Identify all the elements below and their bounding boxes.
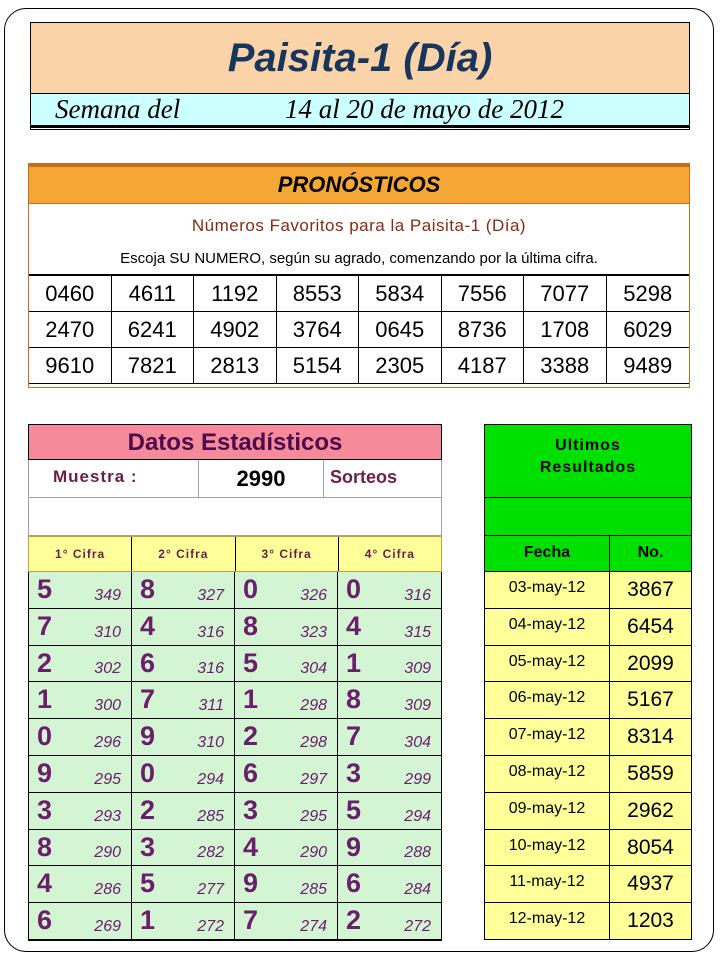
estadisticos-title: Datos Estadísticos — [28, 424, 442, 460]
stat-count: 304 — [300, 660, 327, 678]
stat-cell — [29, 903, 132, 940]
pronostico-number: 9610 — [29, 348, 112, 384]
pronosticos-title: PRONÓSTICOS — [29, 167, 689, 204]
week-label: Semana del — [55, 94, 181, 124]
stat-digit: 5 — [243, 647, 259, 678]
estadisticos-grid — [28, 572, 442, 941]
pronosticos-grid — [29, 276, 689, 384]
stat-digit: 4 — [243, 831, 259, 862]
stat-count: 286 — [94, 881, 121, 899]
resultado-row — [484, 866, 692, 903]
resultado-fecha: 09-may-12 — [485, 793, 610, 829]
stat-count: 304 — [404, 733, 431, 751]
stat-count: 295 — [300, 807, 327, 825]
stat-digit: 1 — [140, 905, 156, 936]
cifra-header: 2° Cifra — [132, 537, 235, 571]
stat-count: 290 — [94, 844, 121, 862]
stat-count: 284 — [404, 881, 431, 899]
stat-digit: 6 — [346, 868, 362, 899]
pronostico-number: 0645 — [359, 312, 442, 348]
week-range: 14 al 20 de mayo de 2012 — [285, 94, 564, 124]
stat-cell — [29, 609, 132, 646]
stat-cell — [132, 756, 235, 793]
week-line — [31, 94, 689, 128]
stat-cell — [29, 756, 132, 793]
pronostico-number: 5834 — [359, 276, 442, 312]
pronostico-number: 7821 — [112, 348, 195, 384]
stat-digit: 4 — [37, 868, 53, 899]
stat-digit: 9 — [140, 721, 156, 752]
resultados-panel — [484, 424, 692, 940]
stat-count: 274 — [300, 917, 327, 935]
stat-count: 326 — [300, 586, 327, 604]
stat-count: 295 — [94, 770, 121, 788]
stat-cell — [29, 793, 132, 830]
stat-digit: 0 — [140, 757, 156, 788]
stat-cell — [132, 646, 235, 683]
stat-digit: 0 — [346, 574, 362, 604]
pronostico-number: 4902 — [194, 312, 277, 348]
stat-cell — [132, 793, 235, 830]
stat-count: 288 — [404, 844, 431, 862]
pronostico-number: 6029 — [607, 312, 690, 348]
stat-cell — [338, 719, 441, 756]
stat-cell — [235, 903, 338, 940]
stat-cell — [29, 866, 132, 903]
stat-cell — [132, 830, 235, 867]
stat-count: 349 — [94, 586, 121, 604]
stat-cell — [132, 682, 235, 719]
stat-cell — [338, 793, 441, 830]
pronostico-number: 7556 — [442, 276, 525, 312]
stat-cell — [235, 572, 338, 609]
stat-digit: 8 — [243, 610, 259, 641]
resultado-row — [484, 572, 692, 609]
stat-digit: 1 — [243, 684, 259, 715]
resultado-fecha: 11-may-12 — [485, 866, 610, 902]
resultado-row — [484, 793, 692, 830]
stat-count: 282 — [197, 844, 224, 862]
stat-digit: 2 — [346, 905, 362, 936]
stat-digit: 7 — [37, 610, 53, 641]
stat-digit: 4 — [140, 610, 156, 641]
stat-digit: 9 — [346, 831, 362, 862]
cifra-header: 4° Cifra — [364, 547, 415, 561]
stat-cell — [338, 572, 441, 609]
resultado-row — [484, 903, 692, 940]
col-fecha: Fecha — [485, 536, 610, 571]
pronostico-number: 2305 — [359, 348, 442, 384]
stat-digit: 6 — [243, 757, 259, 788]
resultado-numero: 2962 — [627, 798, 674, 822]
resultado-fecha: 04-may-12 — [485, 609, 610, 645]
stat-cell — [235, 719, 338, 756]
stat-count: 300 — [94, 697, 121, 715]
stat-digit: 5 — [37, 574, 53, 604]
resultado-numero: 8314 — [627, 725, 674, 749]
stat-digit: 8 — [37, 831, 53, 862]
resultado-numero: 8054 — [627, 835, 674, 859]
stat-count: 297 — [300, 770, 327, 788]
pronostico-number: 6241 — [112, 312, 195, 348]
stat-count: 309 — [404, 697, 431, 715]
pronostico-number: 3764 — [277, 312, 360, 348]
page-title: Paisita-1 (Día) — [31, 23, 689, 94]
resultados-title-line2: Resultados — [539, 459, 637, 476]
resultado-row — [484, 609, 692, 646]
stat-digit: 6 — [140, 647, 156, 678]
muestra-row — [28, 460, 442, 498]
stat-cell — [338, 866, 441, 903]
stat-count: 293 — [94, 807, 121, 825]
stat-count: 316 — [404, 586, 431, 604]
resultado-fecha: 06-may-12 — [485, 682, 610, 718]
stat-count: 269 — [94, 917, 121, 935]
stat-count: 296 — [94, 733, 121, 751]
blank-row — [28, 498, 442, 536]
stat-count: 298 — [300, 733, 327, 751]
stat-cell — [338, 756, 441, 793]
stat-cell — [338, 903, 441, 940]
stat-digit: 2 — [243, 721, 259, 752]
stat-digit: 3 — [243, 794, 259, 825]
stat-digit: 1 — [346, 647, 362, 678]
pronostico-number: 2470 — [29, 312, 112, 348]
stat-cell — [338, 646, 441, 683]
title-box — [30, 22, 690, 130]
stat-count: 298 — [300, 697, 327, 715]
stat-count: 302 — [94, 660, 121, 678]
stat-cell — [29, 572, 132, 609]
stat-digit: 4 — [346, 610, 362, 641]
stat-digit: 3 — [346, 757, 362, 788]
resultado-row — [484, 682, 692, 719]
cifra-header: 3° Cifra — [236, 537, 339, 571]
stat-cell — [29, 646, 132, 683]
stat-cell — [235, 866, 338, 903]
resultado-row — [484, 719, 692, 756]
stat-cell — [29, 830, 132, 867]
stat-digit: 5 — [346, 794, 362, 825]
pronostico-number: 1192 — [194, 276, 277, 312]
stat-count: 316 — [197, 623, 224, 641]
stat-digit: 7 — [140, 684, 156, 715]
stat-digit: 8 — [140, 574, 156, 604]
stat-digit: 6 — [37, 905, 53, 936]
stat-digit: 7 — [346, 721, 362, 752]
resultado-fecha: 03-may-12 — [485, 572, 610, 608]
stat-count: 285 — [300, 881, 327, 899]
stat-digit: 7 — [243, 905, 259, 936]
pronostico-number: 5298 — [607, 276, 690, 312]
stat-digit: 3 — [37, 794, 53, 825]
stat-cell — [235, 646, 338, 683]
resultado-fecha: 05-may-12 — [485, 646, 610, 682]
stat-cell — [235, 793, 338, 830]
stat-digit: 5 — [140, 868, 156, 899]
pronostico-number: 2813 — [194, 348, 277, 384]
resultado-numero: 3867 — [627, 578, 674, 601]
stat-cell — [132, 866, 235, 903]
pronostico-number: 8553 — [277, 276, 360, 312]
resultados-spacer — [484, 498, 692, 536]
cifra-header: 1° Cifra — [29, 537, 132, 571]
resultado-numero: 5859 — [627, 761, 674, 785]
pronostico-number: 5154 — [277, 348, 360, 384]
pronostico-number: 7077 — [524, 276, 607, 312]
col-no: No. — [637, 544, 664, 561]
stat-count: 311 — [198, 697, 224, 715]
stat-digit: 0 — [243, 574, 259, 604]
resultado-row — [484, 830, 692, 867]
stat-count: 277 — [197, 881, 224, 899]
resultado-numero: 6454 — [627, 614, 674, 638]
stat-count: 315 — [404, 623, 431, 641]
stat-digit: 2 — [37, 647, 53, 678]
resultado-numero: 4937 — [627, 872, 674, 896]
pronostico-number: 0460 — [29, 276, 112, 312]
stat-count: 327 — [197, 586, 224, 604]
pronostico-number: 4611 — [112, 276, 195, 312]
stat-cell — [235, 609, 338, 646]
stat-count: 310 — [197, 733, 224, 751]
instruccion-text: Escoja SU NUMERO, según su agrado, comenzando por la última cifra. — [29, 248, 689, 276]
estadisticos-panel — [28, 424, 442, 941]
resultados-rows — [484, 572, 692, 940]
muestra-value: 2990 — [199, 460, 324, 497]
stat-digit: 9 — [243, 868, 259, 899]
stat-count: 299 — [404, 770, 431, 788]
stat-cell — [338, 830, 441, 867]
stat-cell — [132, 903, 235, 940]
resultado-fecha: 07-may-12 — [485, 719, 610, 755]
stat-cell — [29, 682, 132, 719]
resultado-fecha: 08-may-12 — [485, 756, 610, 792]
resultado-numero: 5167 — [627, 688, 674, 712]
stat-count: 309 — [404, 660, 431, 678]
muestra-label: Muestra : — [29, 460, 199, 497]
resultado-row — [484, 646, 692, 683]
pronostico-number: 1708 — [524, 312, 607, 348]
resultados-title — [484, 424, 692, 498]
pronosticos-panel — [28, 166, 690, 388]
stat-cell — [338, 609, 441, 646]
stat-cell — [132, 572, 235, 609]
pronostico-number: 3388 — [524, 348, 607, 384]
favoritos-text: Números Favoritos para la Paisita-1 (Día) — [191, 216, 527, 235]
resultado-fecha: 10-may-12 — [485, 830, 610, 866]
pronostico-number: 8736 — [442, 312, 525, 348]
stat-count: 272 — [404, 917, 431, 935]
pronostico-number: 4187 — [442, 348, 525, 384]
stat-count: 285 — [197, 807, 224, 825]
stat-cell — [235, 756, 338, 793]
resultados-header-row — [484, 536, 692, 572]
stat-cell — [29, 719, 132, 756]
resultado-row — [484, 756, 692, 793]
stat-cell — [338, 682, 441, 719]
cifra-header-row — [28, 536, 442, 572]
stat-count: 290 — [300, 844, 327, 862]
stat-digit: 8 — [346, 684, 362, 715]
pronostico-number: 9489 — [607, 348, 690, 384]
stat-digit: 9 — [37, 757, 53, 788]
resultado-fecha: 12-may-12 — [485, 903, 610, 939]
sorteos-label: Sorteos — [330, 467, 398, 487]
stat-count: 310 — [94, 623, 121, 641]
stat-digit: 3 — [140, 831, 156, 862]
stat-cell — [132, 719, 235, 756]
stat-count: 294 — [404, 807, 431, 825]
stat-cell — [235, 830, 338, 867]
stat-digit: 2 — [140, 794, 156, 825]
stat-count: 272 — [197, 917, 224, 935]
stat-cell — [235, 682, 338, 719]
resultado-numero: 1203 — [627, 909, 674, 933]
resultados-title-line1: Ultimos — [555, 437, 621, 454]
stat-digit: 0 — [37, 721, 53, 752]
stat-digit: 1 — [37, 684, 53, 715]
stat-cell — [132, 609, 235, 646]
stat-count: 316 — [197, 660, 224, 678]
stat-count: 323 — [300, 623, 327, 641]
resultado-numero: 2099 — [627, 651, 674, 675]
stat-count: 294 — [197, 770, 224, 788]
